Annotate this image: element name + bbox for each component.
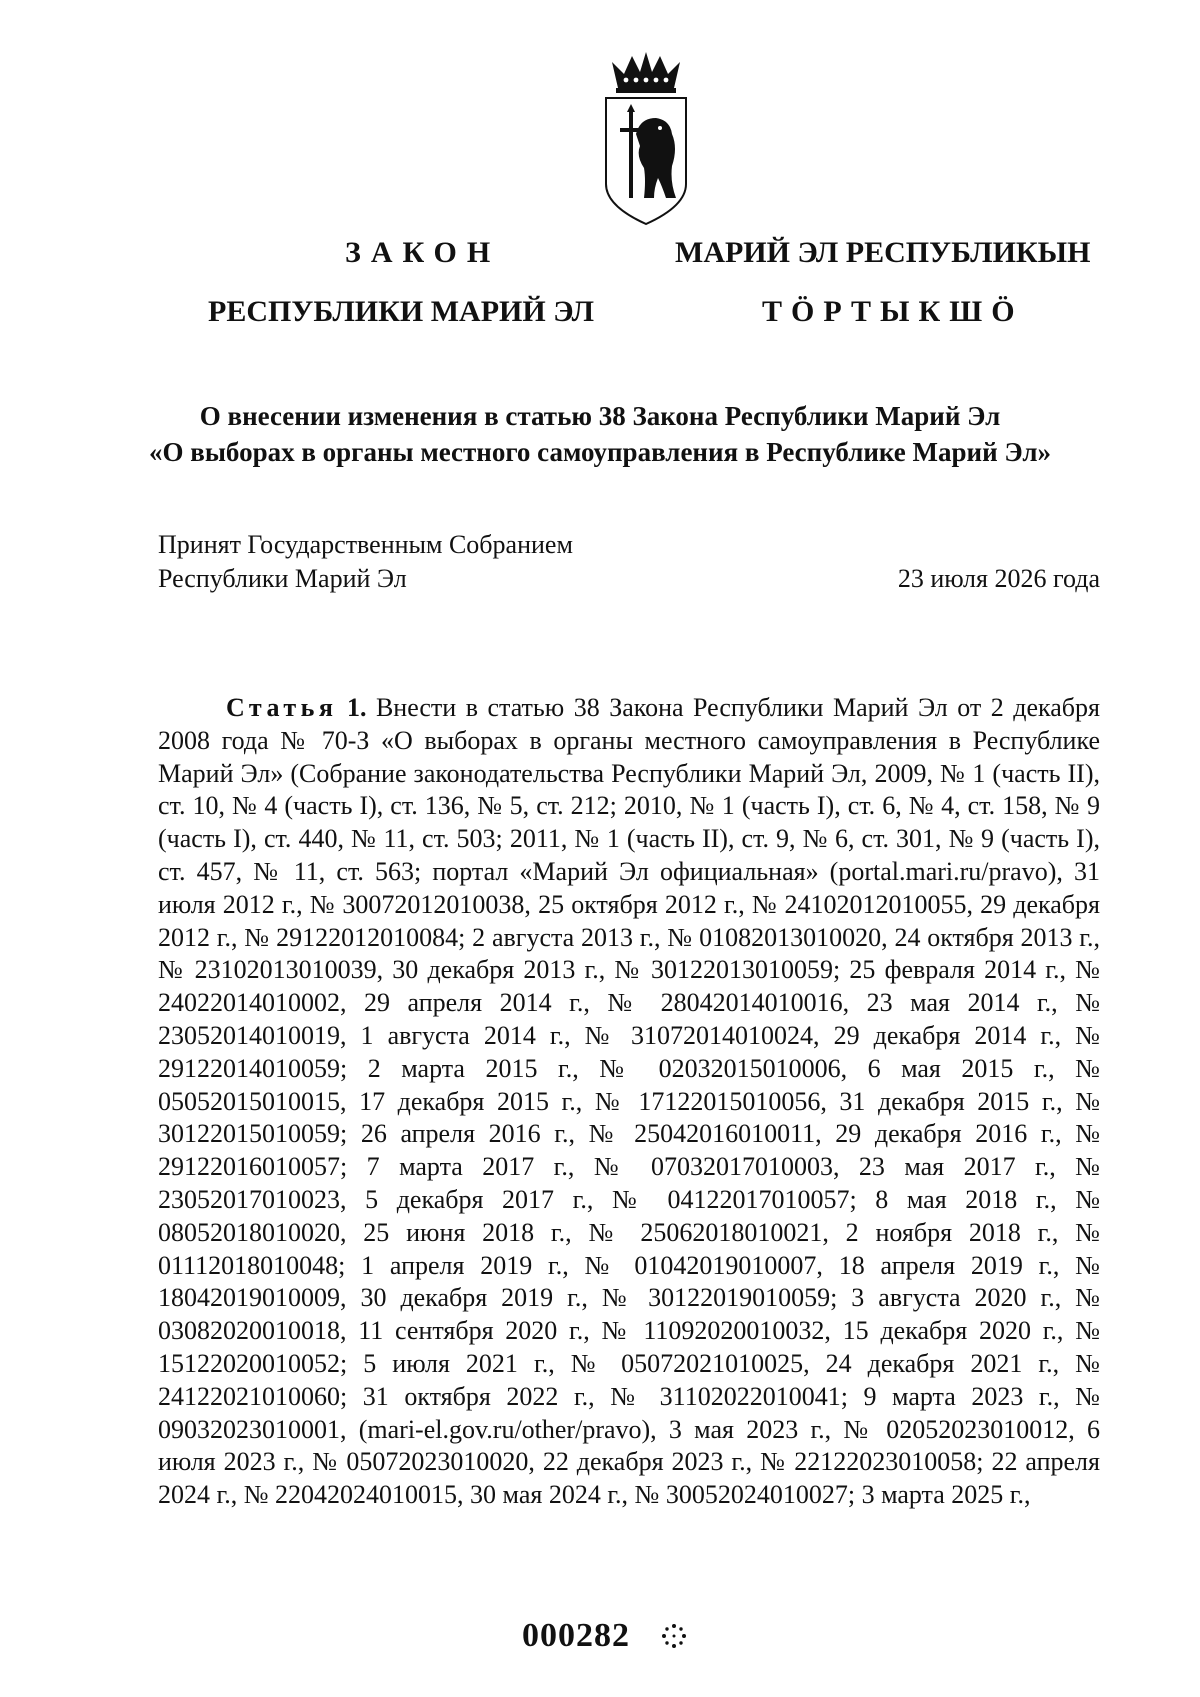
adopted-by-line2: Республики Марий Эл (158, 564, 407, 593)
article-label: Статья (226, 693, 338, 722)
law-title-line1: О внесении изменения в статью 38 Закона Республики Марий Эл (199, 401, 1001, 431)
coat-of-arms-icon (600, 48, 692, 226)
article-number: 1. (346, 693, 367, 722)
article-1-text: Внести в статью 38 Закона Республики Марий Эл от 2 декабря 2008 года № 70-З «О выборах в органы местного самоуправления в Республике Марий Эл» (Собрание законодательства Республики Марий Эл, 2009, № 1 (часть II), ст. 10, № 4 (часть I), ст. 136, № 5, ст. 212; 2010, № 1 (часть I), ст. 6, № 4, ст. 158, № 9 (часть I), ст. 440, № 11, ст. 503; 2011, № 1 (часть II), ст. 9, № 6, ст. 301, № 9 (часть I), ст. 457, № 11, ст. 563; портал «Марий Эл официальная» (portal.mari.ru/pravo), 31 июля 2012 г., № 30072012010038, 25 октября 2012 г., № 24102012010055, 29 декабря 2012 г., № 29122012010084; 2 августа 2013 г., № 01082013010020, 24 октября 2013 г., № 23102013010039, 30 декабря 2013 г., № 30122013010059; 25 февраля 2014 г., № 24022014010002, 29 апреля 2014 г., № 28042014010016, 23 мая 2014 г., № 23052014010019, 1 августа 2014 г., № 31072014010024, 29 декабря 2014 г., № 29122014010059; 2 марта 2015 г., № 02032015010006, 6 мая 2015 г., № 05052015010015, 17 декабря 2015 г., № 17122015010056, 31 декабря 2015 г., № 30122015010059; 26 апреля 2016 г., № 25042016010011, 29 декабря 2016 г., № 29122016010057; 7 марта 2017 г., № 07032017010003, 23 мая 2017 г., № 23052017010023, 5 декабря 2017 г., № 04122017010057; 8 мая 2018 г., № 08052018010020, 25 июня 2018 г., № 25062018010021, 2 ноября 2018 г., № 01112018010048; 1 апреля 2019 г., № 01042019010007, 18 апреля 2019 г., № 18042019010009, 30 декабря 2019 г., № 30122019010059; 3 августа 2020 г., № 03082020010018, 11 сентября 2020 г., № 11092020010032, 15 декабря 2020 г., № 15122020010052; 5 июля 2021 г., № 05072021010025, 24 декабря 2021 г., № 24122021010060; 31 октября 2022 г., № 31102022010041; 9 марта 2023 г., № 09032023010001, (mari-el.gov.ru/other/pravo), 3 мая 2023 г., № 02052023010012, 6 июля 2023 г., № 05072023010020, 22 декабря 2023 г., № 22122023010058; 22 апреля 2024 г., № 22042024010015, 30 мая 2024 г., № 30052024010027; 3 марта 2025 г., (158, 693, 1100, 1510)
adoption-date: 23 июля 2026 года (897, 564, 1100, 593)
asterisk-stamp-icon (660, 1622, 688, 1650)
law-heading-ru: ЗАКОН (345, 236, 501, 269)
law-heading-mari: ТӦРТЫКШӦ (762, 295, 1024, 328)
law-title-line2: «О выборах в органы местного самоуправления в Республике Марий Эл» (149, 437, 1051, 467)
page-number: 000282 (522, 1617, 630, 1654)
republic-heading-mari: МАРИЙ ЭЛ РЕСПУБЛИКЫН (675, 236, 1091, 269)
adopted-by-line1: Принят Государственным Собранием (158, 530, 573, 559)
article-1-paragraph (158, 692, 1100, 1512)
republic-heading-ru: РЕСПУБЛИКИ МАРИЙ ЭЛ (208, 295, 595, 328)
